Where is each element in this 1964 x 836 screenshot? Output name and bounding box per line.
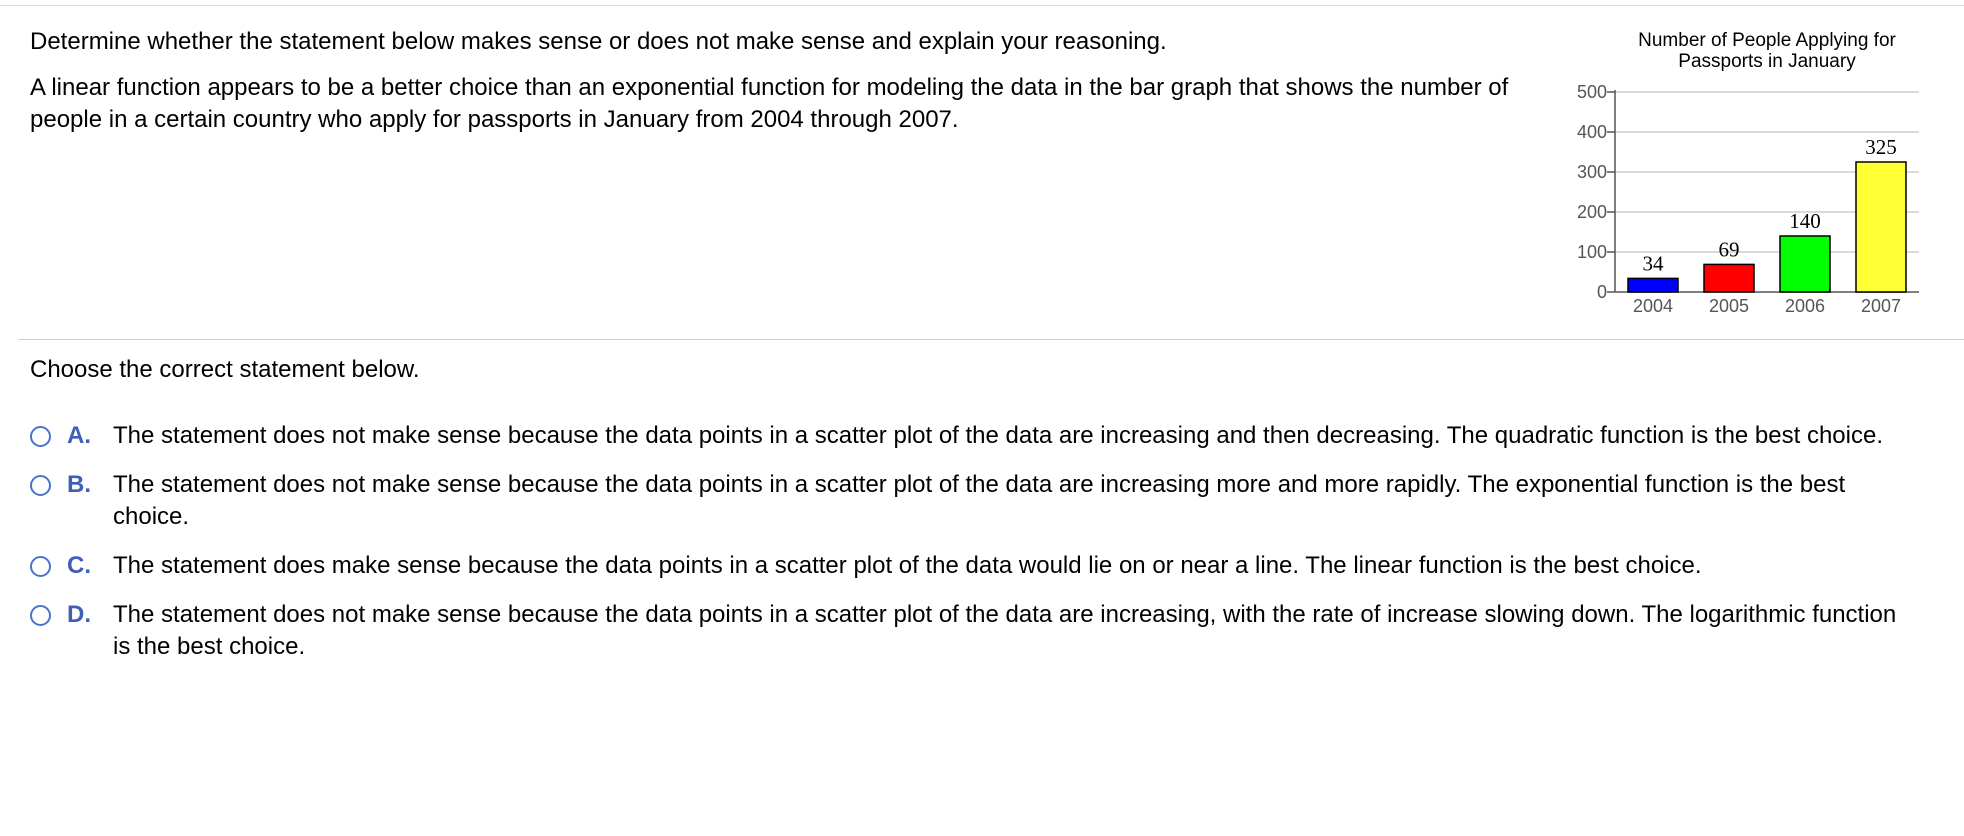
x-tick-label: 2004 [1632,296,1674,316]
choice-text: The statement does not make sense because the data points in a scatter plot of the data are increasing and then decreasing. The quadratic function is the best choice. [113,422,1883,449]
choice-d[interactable] [30,599,1930,663]
radio-button-icon[interactable] [30,556,51,577]
chart-title-line: Passports in January [1678,51,1856,72]
choice-text: The statement does not make sense because the data points in a scatter plot of the data are increasing more and more rapidly. The exponential function is the best choice. [113,471,1846,530]
passport-bar-chart [1570,22,1964,322]
y-tick-label: 500 [1576,82,1607,102]
radio-button-icon[interactable] [30,426,51,447]
choice-letter: B. [67,471,91,498]
y-tick-label: 300 [1576,162,1607,182]
bar-value-label: 34 [1642,251,1664,276]
x-tick-label: 2005 [1708,296,1750,316]
choice-c[interactable] [30,550,1930,582]
choice-letter: D. [67,601,91,628]
chart-title [1638,30,1896,72]
bar-2006 [1780,236,1830,292]
y-tick-label: 0 [1596,282,1607,302]
bar-value-label: 69 [1718,237,1740,262]
chart-title-line: Number of People Applying for [1638,30,1896,51]
answer-choices [30,420,1930,680]
choice-letter: A. [67,422,91,449]
bar-2005 [1704,264,1754,292]
bar-2004 [1628,278,1678,292]
answer-prompt: Choose the correct statement below. [30,356,420,383]
x-tick-label: 2006 [1784,296,1826,316]
y-tick-label: 100 [1576,242,1607,262]
radio-button-icon[interactable] [30,605,51,626]
y-tick-label: 200 [1576,202,1607,222]
top-divider [0,5,1964,6]
question-statement: A linear function appears to be a better choice than an exponential function for modeling the data in the bar graph that shows the number of people in a certain country who apply for passports in January from 2004 through 2007. [30,74,1509,133]
x-tick-label: 2007 [1860,296,1902,316]
y-tick-label: 400 [1576,122,1607,142]
choice-letter: C. [67,552,91,579]
choice-text: The statement does make sense because the data points in a scatter plot of the data would lie on or near a line. The linear function is the best choice. [113,552,1702,579]
chart-svg [1570,22,1964,322]
bar-2007 [1856,162,1906,292]
radio-button-icon[interactable] [30,475,51,496]
question-instruction: Determine whether the statement below makes sense or does not make sense and explain your reasoning. [30,28,1167,55]
question-block [30,26,1530,150]
choice-b[interactable] [30,469,1930,533]
choice-text: The statement does not make sense because the data points in a scatter plot of the data are increasing, with the rate of increase slowing down. The logarithmic function is the best choice. [113,601,1897,660]
choice-a[interactable] [30,420,1930,452]
section-divider [18,339,1964,340]
chart-bars [1628,162,1906,292]
bar-value-label: 325 [1865,135,1897,159]
bar-value-label: 140 [1789,209,1821,233]
